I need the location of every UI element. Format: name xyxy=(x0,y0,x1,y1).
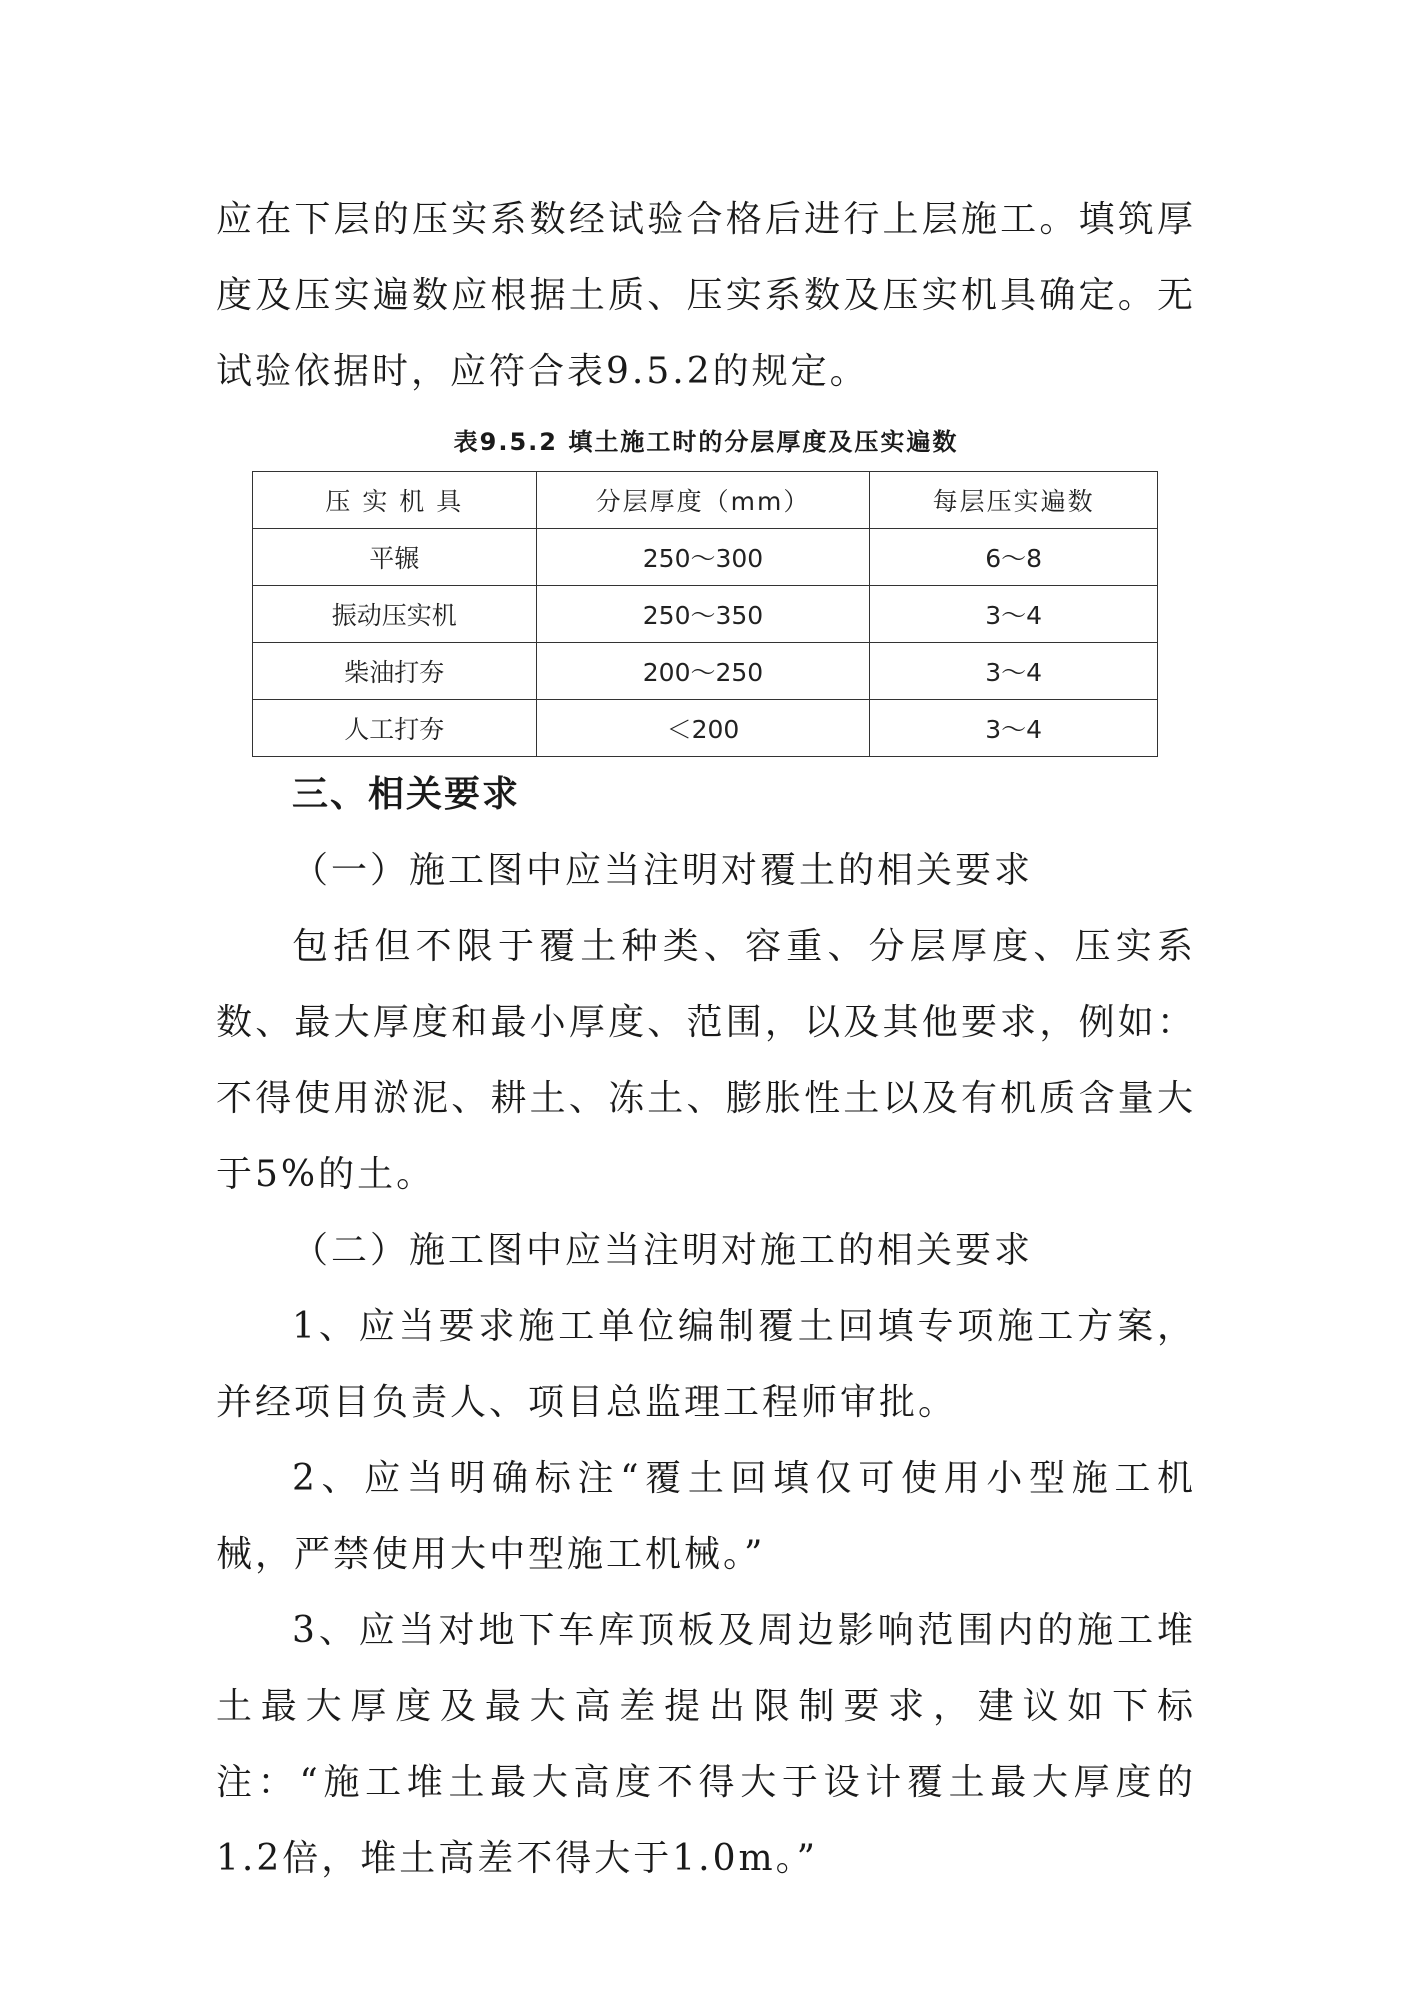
table-caption: 表9.5.2 填土施工时的分层厚度及压实遍数 xyxy=(453,428,959,456)
header-compaction-equipment: 压 实 机 具 xyxy=(253,472,537,529)
table-cell: ＜200 xyxy=(536,700,870,757)
table-cell: 250～350 xyxy=(536,586,870,643)
table-cell: 振动压实机 xyxy=(253,586,537,643)
subsection-2-title: （二）施工图中应当注明对施工的相关要求 xyxy=(292,1230,1034,1271)
header-layer-thickness: 分层厚度（mm） xyxy=(536,472,870,529)
intro-paragraph: 应在下层的压实系数经试验合格后进行上层施工。填筑厚度及压实遍数应根据土质、压实系数及压实机具确定。无试验依据时，应符合表9.5.2的规定。 xyxy=(216,199,1196,392)
table-row xyxy=(253,529,1158,586)
compaction-table xyxy=(252,471,1158,757)
table-cell: 3～4 xyxy=(870,643,1158,700)
requirement-item: 1、应当要求施工单位编制覆土回填专项施工方案，并经项目负责人、项目总监理工程师审批。 xyxy=(216,1306,1196,1423)
table-header-row xyxy=(253,472,1158,529)
section-heading: 三、相关要求 xyxy=(292,774,521,815)
page-content xyxy=(216,182,1196,1897)
table-cell: 6～8 xyxy=(870,529,1158,586)
requirement-item: 3、应当对地下车库顶板及周边影响范围内的施工堆土最大厚度及最大高差提出限制要求，建议如下标注：“施工堆土最大高度不得大于设计覆土最大厚度的1.2倍，堆土高差不得大于1.0m。” xyxy=(216,1610,1196,1879)
requirement-item: 2、应当明确标注“覆土回填仅可使用小型施工机械，严禁使用大中型施工机械。” xyxy=(216,1458,1196,1575)
subsection-1-title: （一）施工图中应当注明对覆土的相关要求 xyxy=(292,850,1034,891)
header-passes-per-layer: 每层压实遍数 xyxy=(870,472,1158,529)
table-row xyxy=(253,643,1158,700)
table-cell: 3～4 xyxy=(870,586,1158,643)
table-row xyxy=(253,586,1158,643)
table-row xyxy=(253,700,1158,757)
table-cell: 3～4 xyxy=(870,700,1158,757)
table-cell: 250～300 xyxy=(536,529,870,586)
table-cell: 柴油打夯 xyxy=(253,643,537,700)
table-cell: 200～250 xyxy=(536,643,870,700)
table-cell: 平辗 xyxy=(253,529,537,586)
subsection-1-body: 包括但不限于覆土种类、容重、分层厚度、压实系数、最大厚度和最小厚度、范围，以及其他要求，例如：不得使用淤泥、耕土、冻土、膨胀性土以及有机质含量大于5%的土。 xyxy=(216,926,1196,1195)
table-cell: 人工打夯 xyxy=(253,700,537,757)
